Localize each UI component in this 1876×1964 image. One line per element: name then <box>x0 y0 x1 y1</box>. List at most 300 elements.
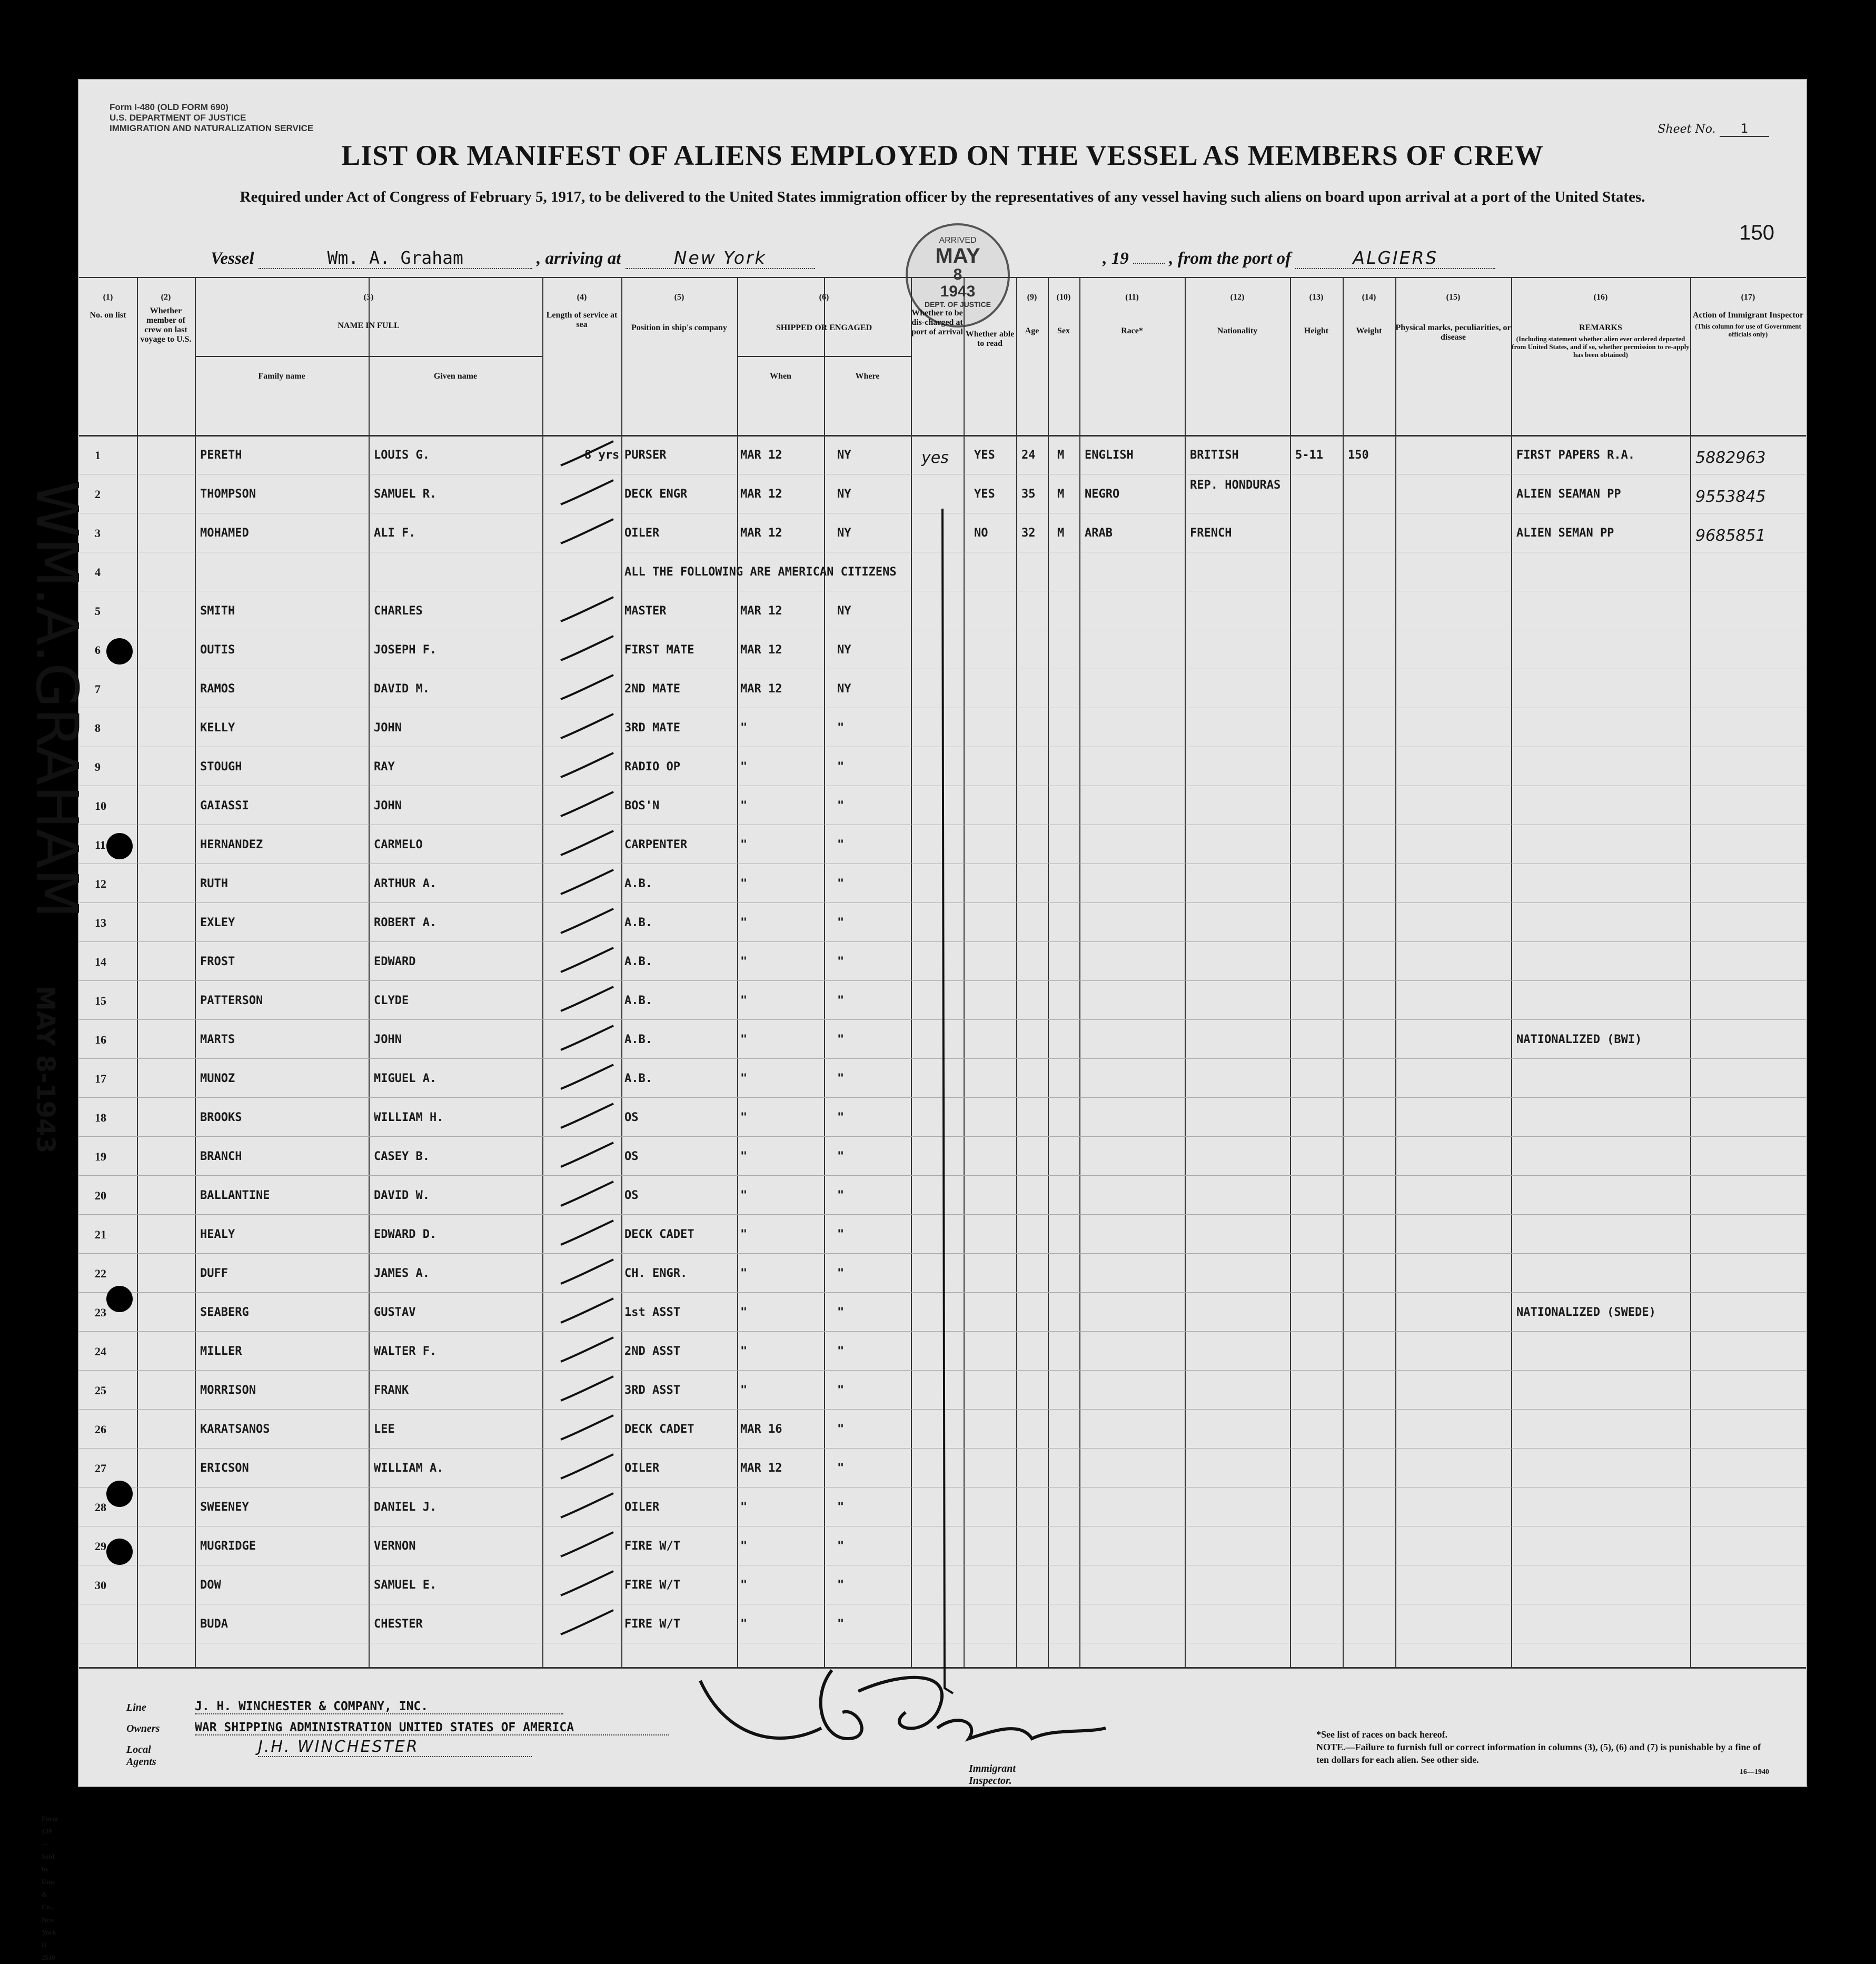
cell-when: " <box>740 721 748 735</box>
cell-family: BUDA <box>200 1618 228 1631</box>
manifest-sheet <box>23 79 1807 1961</box>
service-checkmark <box>555 828 619 859</box>
from-label: , from the port of <box>1169 249 1292 268</box>
cell-family: SWEENEY <box>200 1501 249 1514</box>
page-number: 150 <box>1739 221 1774 244</box>
cell-family: MARTS <box>200 1033 235 1046</box>
service-checkmark <box>555 594 619 626</box>
punch-hole <box>106 833 133 859</box>
cell-sex: M <box>1057 449 1065 462</box>
cell-where: NY <box>837 449 851 462</box>
service-checkmark <box>555 1178 619 1210</box>
cell-no: 20 <box>95 1189 106 1202</box>
cell-age: 24 <box>1021 449 1036 462</box>
cell-no: 10 <box>95 799 106 812</box>
cell-family: FROST <box>200 955 235 968</box>
cell-given: EDWARD <box>374 955 416 968</box>
service-name: IMMIGRATION AND NATURALIZATION SERVICE <box>110 123 314 133</box>
cell-where: " <box>837 1423 845 1436</box>
cell-family: MUNOZ <box>200 1072 235 1085</box>
cell-position: DECK CADET <box>624 1423 694 1436</box>
header-able-to-read: Whether able to read <box>965 330 1015 348</box>
cell-where: " <box>837 1462 845 1475</box>
service-checkmark <box>555 1217 619 1249</box>
header-sex: (10) Sex <box>1056 293 1071 335</box>
cell-family: DOW <box>200 1579 221 1592</box>
header-name-in-full: (3) NAME IN FULL <box>338 293 400 330</box>
vessel-name: Wm. A. Graham <box>259 247 532 269</box>
cell-given: ARTHUR A. <box>374 877 437 890</box>
cell-remarks: NATIONALIZED (SWEDE) <box>1516 1306 1656 1319</box>
cell-when: " <box>740 1111 748 1124</box>
cell-remarks: ALIEN SEAMAN PP <box>1516 488 1621 501</box>
cell-no: 11 <box>95 838 106 851</box>
cell-family: EXLEY <box>200 916 235 929</box>
cell-where: " <box>837 1384 845 1397</box>
cell-where: NY <box>837 682 851 696</box>
owners-label: Owners <box>126 1723 160 1734</box>
service-checkmark <box>555 1256 619 1288</box>
cell-where: " <box>837 1306 845 1319</box>
cell-no: 29 <box>95 1540 106 1553</box>
cell-nationality: BRITISH <box>1190 449 1239 462</box>
cell-weight: 150 <box>1348 449 1369 462</box>
cell-position: A.B. <box>624 916 652 929</box>
cell-given: JAMES A. <box>374 1267 430 1280</box>
cell-position: 3RD ASST <box>624 1384 680 1397</box>
cell-given: WILLIAM A. <box>374 1462 444 1475</box>
service-checkmark <box>555 789 619 820</box>
cell-action: 5882963 <box>1695 449 1766 467</box>
cell-when: MAR 12 <box>740 1462 782 1475</box>
cell-position: 3RD MATE <box>624 721 680 735</box>
cell-where: " <box>837 1189 845 1202</box>
cell-nationality: REP. HONDURAS <box>1190 479 1281 492</box>
cell-sex: M <box>1057 527 1065 540</box>
cell-family: STOUGH <box>200 760 242 773</box>
cell-when: " <box>740 1618 748 1631</box>
cell-age: 35 <box>1021 488 1036 501</box>
year-blank <box>1133 263 1165 264</box>
note-races: *See list of races on back hereof. <box>1316 1729 1448 1740</box>
cell-when: MAR 16 <box>740 1423 782 1436</box>
cell-given: JOHN <box>374 721 402 735</box>
header-given-name: Given name <box>433 372 478 381</box>
year-label: , 19 <box>1103 249 1129 268</box>
service-checkmark <box>555 516 619 548</box>
sheet-number <box>1657 121 1769 136</box>
cell-position: 2ND ASST <box>624 1345 680 1358</box>
punch-hole <box>106 1286 133 1312</box>
cell-family: BRANCH <box>200 1150 242 1163</box>
cell-position: 1st ASST <box>624 1306 680 1319</box>
stamp-dept: DEPT. OF JUSTICE <box>924 300 991 309</box>
cell-where: " <box>837 1345 845 1358</box>
cell-read: YES <box>974 488 995 501</box>
cell-given: CASEY B. <box>374 1150 430 1163</box>
cell-position: A.B. <box>624 994 652 1007</box>
form-identifier <box>110 102 313 134</box>
cell-when: MAR 12 <box>740 449 782 462</box>
cell-family: MOHAMED <box>200 527 249 540</box>
cell-position: BOS'N <box>624 799 660 812</box>
header-inspector-action: (17) Action of Immigrant Inspector (This column for use of Government officials only) <box>1692 293 1804 338</box>
service-checkmark <box>555 477 619 509</box>
cell-when: " <box>740 1228 748 1241</box>
printer-credit: Form 139—Sold by Ums & Co., New York U 2510 <box>41 1814 58 1961</box>
cell-no: 17 <box>95 1072 106 1085</box>
service-checkmark <box>555 1529 619 1561</box>
header-age: (9) Age <box>1025 293 1039 335</box>
service-checkmark <box>555 1023 619 1054</box>
sheet-number-value: 1 <box>1720 121 1769 137</box>
cell-no: 18 <box>95 1111 106 1124</box>
header-race: (11) Race* <box>1121 293 1143 335</box>
cell-discharged: yes <box>921 449 949 467</box>
service-checkmark <box>555 1334 619 1366</box>
cell-given: LOUIS G. <box>374 449 430 462</box>
cell-no: 5 <box>95 604 101 618</box>
service-checkmark <box>555 1490 619 1522</box>
service-checkmark <box>555 1607 619 1639</box>
cell-action: 9553845 <box>1695 488 1766 506</box>
sheet-label: Sheet No. <box>1657 123 1716 136</box>
cell-no: 4 <box>95 566 101 579</box>
cell-where: " <box>837 1228 845 1241</box>
cell-when: " <box>740 838 748 851</box>
cell-read: NO <box>974 527 988 540</box>
cell-where: " <box>837 1111 845 1124</box>
cell-family: KARATSANOS <box>200 1423 270 1436</box>
service-checkmark <box>555 906 619 937</box>
cell-no: 28 <box>95 1501 106 1514</box>
cell-where: NY <box>837 488 851 501</box>
cell-when: " <box>740 916 748 929</box>
document-title: LIST OR MANIFEST OF ALIENS EMPLOYED ON THE VESSEL AS MEMBERS OF CREW <box>341 140 1544 171</box>
inspector-label: Immigrant Inspector. <box>969 1763 1016 1787</box>
cell-family: MUGRIDGE <box>200 1540 256 1553</box>
cell-no: 12 <box>95 877 106 890</box>
cell-given: EDWARD D. <box>374 1228 437 1241</box>
header-physical-marks: (15) Physical marks, peculiarities, or disease <box>1395 293 1511 342</box>
inspector-signature <box>684 1649 1158 1754</box>
side-annotation <box>5 459 91 1154</box>
cell-family: RUTH <box>200 877 228 890</box>
cell-given: SAMUEL R. <box>374 488 437 501</box>
cell-where: " <box>837 1579 845 1592</box>
cell-when: " <box>740 877 748 890</box>
cell-no: 15 <box>95 994 106 1007</box>
cell-family: PERETH <box>200 449 242 462</box>
punch-hole <box>106 1539 133 1565</box>
service-checkmark <box>555 1139 619 1171</box>
cell-remarks: NATIONALIZED (BWI) <box>1516 1033 1642 1046</box>
cell-when: " <box>740 1150 748 1163</box>
cell-given: WILLIAM H. <box>374 1111 444 1124</box>
crew-table <box>79 277 1806 1804</box>
header-weight: (14) Weight <box>1356 293 1382 335</box>
cell-no: 2 <box>95 488 101 501</box>
cell-when: " <box>740 1033 748 1046</box>
cell-when: " <box>740 1345 748 1358</box>
cell-when: MAR 12 <box>740 527 782 540</box>
header-nationality: (12) Nationality <box>1217 293 1258 335</box>
cell-position: OS <box>624 1150 639 1163</box>
cell-no: 9 <box>95 760 101 773</box>
cell-position: FIRE W/T <box>624 1579 680 1592</box>
cell-given: DAVID W. <box>374 1189 430 1202</box>
cell-family: OUTIS <box>200 643 235 657</box>
cell-family: BALLANTINE <box>200 1189 270 1202</box>
cell-position: FIRST MATE <box>624 643 694 657</box>
cell-family: GAIASSI <box>200 799 249 812</box>
side-vessel-name: WM.A.GRAHAM <box>23 480 91 919</box>
service-checkmark <box>555 633 619 664</box>
cell-family: BROOKS <box>200 1111 242 1124</box>
arriving-port: New York <box>626 247 815 269</box>
cell-family: HERNANDEZ <box>200 838 263 851</box>
cell-no: 25 <box>95 1384 106 1397</box>
cell-family: RAMOS <box>200 682 235 696</box>
cell-no: 14 <box>95 955 106 968</box>
service-checkmark <box>555 1373 619 1405</box>
cell-where: " <box>837 1267 845 1280</box>
cell-when: " <box>740 799 748 812</box>
cell-given: FRANK <box>374 1384 409 1397</box>
cell-when: MAR 12 <box>740 488 782 501</box>
vessel-line <box>211 244 1495 269</box>
cell-family: PATTERSON <box>200 994 263 1007</box>
header-shipped-engaged: (6) SHIPPED OR ENGAGED <box>776 293 872 332</box>
cell-nationality: FRENCH <box>1190 527 1232 540</box>
cell-given: CHESTER <box>374 1618 423 1631</box>
cell-where: " <box>837 1501 845 1514</box>
service-checkmark <box>555 984 619 1015</box>
cell-where: " <box>837 1618 845 1631</box>
cell-no: 6 <box>95 643 101 657</box>
side-date: MAY 8-1943 <box>31 986 60 1154</box>
service-checkmark <box>555 438 619 470</box>
cell-given: JOHN <box>374 799 402 812</box>
cell-given: JOHN <box>374 1033 402 1046</box>
cell-family: ERICSON <box>200 1462 249 1475</box>
cell-position: A.B. <box>624 1033 652 1046</box>
header-length-of-service: (4) Length of service at sea <box>546 293 618 329</box>
cell-position: A.B. <box>624 955 652 968</box>
discharge-bracket-line <box>937 509 958 1720</box>
service-checkmark <box>555 750 619 781</box>
header-family-name: Family name <box>258 372 305 381</box>
header-position: (5) Position in ship's company <box>631 293 727 332</box>
header-height: (13) Height <box>1304 293 1329 335</box>
header-no: (1) No. on list <box>90 293 126 320</box>
cell-family: THOMPSON <box>200 488 256 501</box>
stamp-month: MAY <box>935 244 980 267</box>
cell-position: OS <box>624 1189 639 1202</box>
cell-when: MAR 12 <box>740 643 782 657</box>
cell-when: " <box>740 1306 748 1319</box>
stamp-arrived: ARRIVED <box>939 236 977 245</box>
punch-hole <box>106 638 133 664</box>
cell-no: 19 <box>95 1150 106 1163</box>
cell-no: 21 <box>95 1228 106 1241</box>
cell-where: " <box>837 877 845 890</box>
cell-service: 8 yrs <box>584 449 620 462</box>
line-value: J. H. WINCHESTER & COMPANY, INC. <box>195 1700 563 1714</box>
service-checkmark <box>555 1451 619 1483</box>
service-checkmark <box>555 867 619 898</box>
cell-family: HEALY <box>200 1228 235 1241</box>
stamp-year: 1943 <box>940 283 976 300</box>
cell-given: CARMELO <box>374 838 423 851</box>
cell-given: JOSEPH F. <box>374 643 437 657</box>
header-discharged: Whether to be dis-charged at port of arrival <box>911 309 963 336</box>
cell-given: SAMUEL E. <box>374 1579 437 1592</box>
cell-where: " <box>837 994 845 1007</box>
cell-where: " <box>837 838 845 851</box>
service-checkmark <box>555 1412 619 1444</box>
cell-position: OILER <box>624 1501 660 1514</box>
cell-race: NEGRO <box>1085 488 1120 501</box>
cell-read: YES <box>974 449 995 462</box>
cell-action: 9685851 <box>1695 527 1766 545</box>
cell-given: MIGUEL A. <box>374 1072 437 1085</box>
cell-when: " <box>740 1189 748 1202</box>
cell-no: 24 <box>95 1345 106 1358</box>
cell-given: ALI F. <box>374 527 416 540</box>
cell-position: DECK ENGR <box>624 488 688 501</box>
service-checkmark <box>555 711 619 742</box>
cell-where: " <box>837 760 845 773</box>
cell-height: 5-11 <box>1295 449 1323 462</box>
department-name: U.S. DEPARTMENT OF JUSTICE <box>110 113 246 123</box>
cell-when: " <box>740 1072 748 1085</box>
cell-where: " <box>837 1072 845 1085</box>
cell-family: SMITH <box>200 604 235 618</box>
service-checkmark <box>555 945 619 976</box>
cell-given: LEE <box>374 1423 395 1436</box>
cell-no: 30 <box>95 1579 106 1592</box>
cell-when: " <box>740 1540 748 1553</box>
cell-no: 16 <box>95 1033 106 1046</box>
cell-position: DECK CADET <box>624 1228 694 1241</box>
footer-notes <box>1316 1728 1769 1779</box>
line-label: Line <box>126 1702 146 1713</box>
cell-given: WALTER F. <box>374 1345 437 1358</box>
cell-when: " <box>740 994 748 1007</box>
document-subtitle: Required under Act of Congress of February 5, 1917, to be delivered to the United States immigration officer by the representatives of any vessel having such aliens on board upon arrival at a port of the United States. <box>240 189 1645 205</box>
cell-no: 8 <box>95 721 101 735</box>
cell-position: OS <box>624 1111 639 1124</box>
cell-given: DAVID M. <box>374 682 430 696</box>
cell-position: PURSER <box>624 449 667 462</box>
cell-given: GUSTAV <box>374 1306 416 1319</box>
cell-position: A.B. <box>624 1072 652 1085</box>
cell-family: MILLER <box>200 1345 242 1358</box>
cell-given: CHARLES <box>374 604 423 618</box>
cell-when: " <box>740 955 748 968</box>
cell-remarks: FIRST PAPERS R.A. <box>1516 449 1635 462</box>
header-crew-last-voyage: (2) Whether member of crew on last voyage to U.S. <box>140 293 192 344</box>
cell-no: 22 <box>95 1267 106 1280</box>
cell-position: MASTER <box>624 604 667 618</box>
service-checkmark <box>555 1100 619 1132</box>
cell-age: 32 <box>1021 527 1036 540</box>
cell-no: 27 <box>95 1462 106 1475</box>
vessel-label: Vessel <box>211 249 254 268</box>
cell-position: RADIO OP <box>624 760 680 773</box>
cell-where: " <box>837 721 845 735</box>
cell-where: NY <box>837 604 851 618</box>
arriving-label: , arriving at <box>537 249 621 268</box>
cell-position: FIRE W/T <box>624 1618 680 1631</box>
cell-when: " <box>740 1384 748 1397</box>
cell-when: MAR 12 <box>740 604 782 618</box>
cell-position: FIRE W/T <box>624 1540 680 1553</box>
service-checkmark <box>555 1568 619 1600</box>
cell-given: VERNON <box>374 1540 416 1553</box>
cell-position: CH. ENGR. <box>624 1267 688 1280</box>
cell-position: OILER <box>624 1462 660 1475</box>
cell-where: " <box>837 1033 845 1046</box>
cell-given: RAY <box>374 760 395 773</box>
agents-label: Local Agents <box>126 1744 156 1768</box>
cell-family: SEABERG <box>200 1306 249 1319</box>
cell-race: ARAB <box>1085 527 1113 540</box>
cell-family: KELLY <box>200 721 235 735</box>
cell-given: CLYDE <box>374 994 409 1007</box>
cell-position: 2ND MATE <box>624 682 680 696</box>
cell-where: " <box>837 799 845 812</box>
cell-family: MORRISON <box>200 1384 256 1397</box>
note-form-year: 16—1940 <box>1740 1768 1769 1776</box>
cell-position: ALL THE FOLLOWING ARE AMERICAN CITIZENS <box>624 566 897 579</box>
cell-when: " <box>740 1579 748 1592</box>
cell-where: NY <box>837 527 851 540</box>
note-penalty: NOTE.—Failure to furnish full or correct information in columns (3), (5), (6) and (7) is punishable by a fine of ten dollars for each alien. See other side. <box>1316 1742 1761 1765</box>
cell-where: " <box>837 916 845 929</box>
cell-remarks: ALIEN SEMAN PP <box>1516 527 1614 540</box>
cell-when: " <box>740 760 748 773</box>
stamp-day: 8 <box>953 266 962 283</box>
cell-race: ENGLISH <box>1085 449 1134 462</box>
cell-no: 26 <box>95 1423 106 1436</box>
service-checkmark <box>555 1062 619 1093</box>
service-checkmark <box>555 1295 619 1327</box>
cell-family: DUFF <box>200 1267 228 1280</box>
cell-position: OILER <box>624 527 660 540</box>
header-when: When <box>770 372 791 381</box>
owners-value: WAR SHIPPING ADMINISTRATION UNITED STATES OF AMERICA <box>195 1721 669 1735</box>
cell-when: " <box>740 1267 748 1280</box>
header-remarks: (16) REMARKS (Including statement whether alien ever ordered deported from United States, and if so, whether permission to re-apply has been obtained) <box>1512 293 1690 359</box>
cell-given: ROBERT A. <box>374 916 437 929</box>
cell-no: 13 <box>95 916 106 929</box>
form-number: Form I-480 (OLD FORM 690) <box>110 102 229 112</box>
cell-where: NY <box>837 643 851 657</box>
cell-no: 1 <box>95 449 101 462</box>
header-where: Where <box>855 372 880 381</box>
cell-when: " <box>740 1501 748 1514</box>
cell-no: 7 <box>95 682 101 696</box>
cell-position: CARPENTER <box>624 838 688 851</box>
agents-value: J.H. WINCHESTER <box>258 1738 532 1757</box>
cell-where: " <box>837 1540 845 1553</box>
from-port: ALGIERS <box>1295 247 1495 269</box>
punch-hole <box>106 1481 133 1507</box>
service-checkmark <box>555 672 619 703</box>
cell-position: A.B. <box>624 877 652 890</box>
